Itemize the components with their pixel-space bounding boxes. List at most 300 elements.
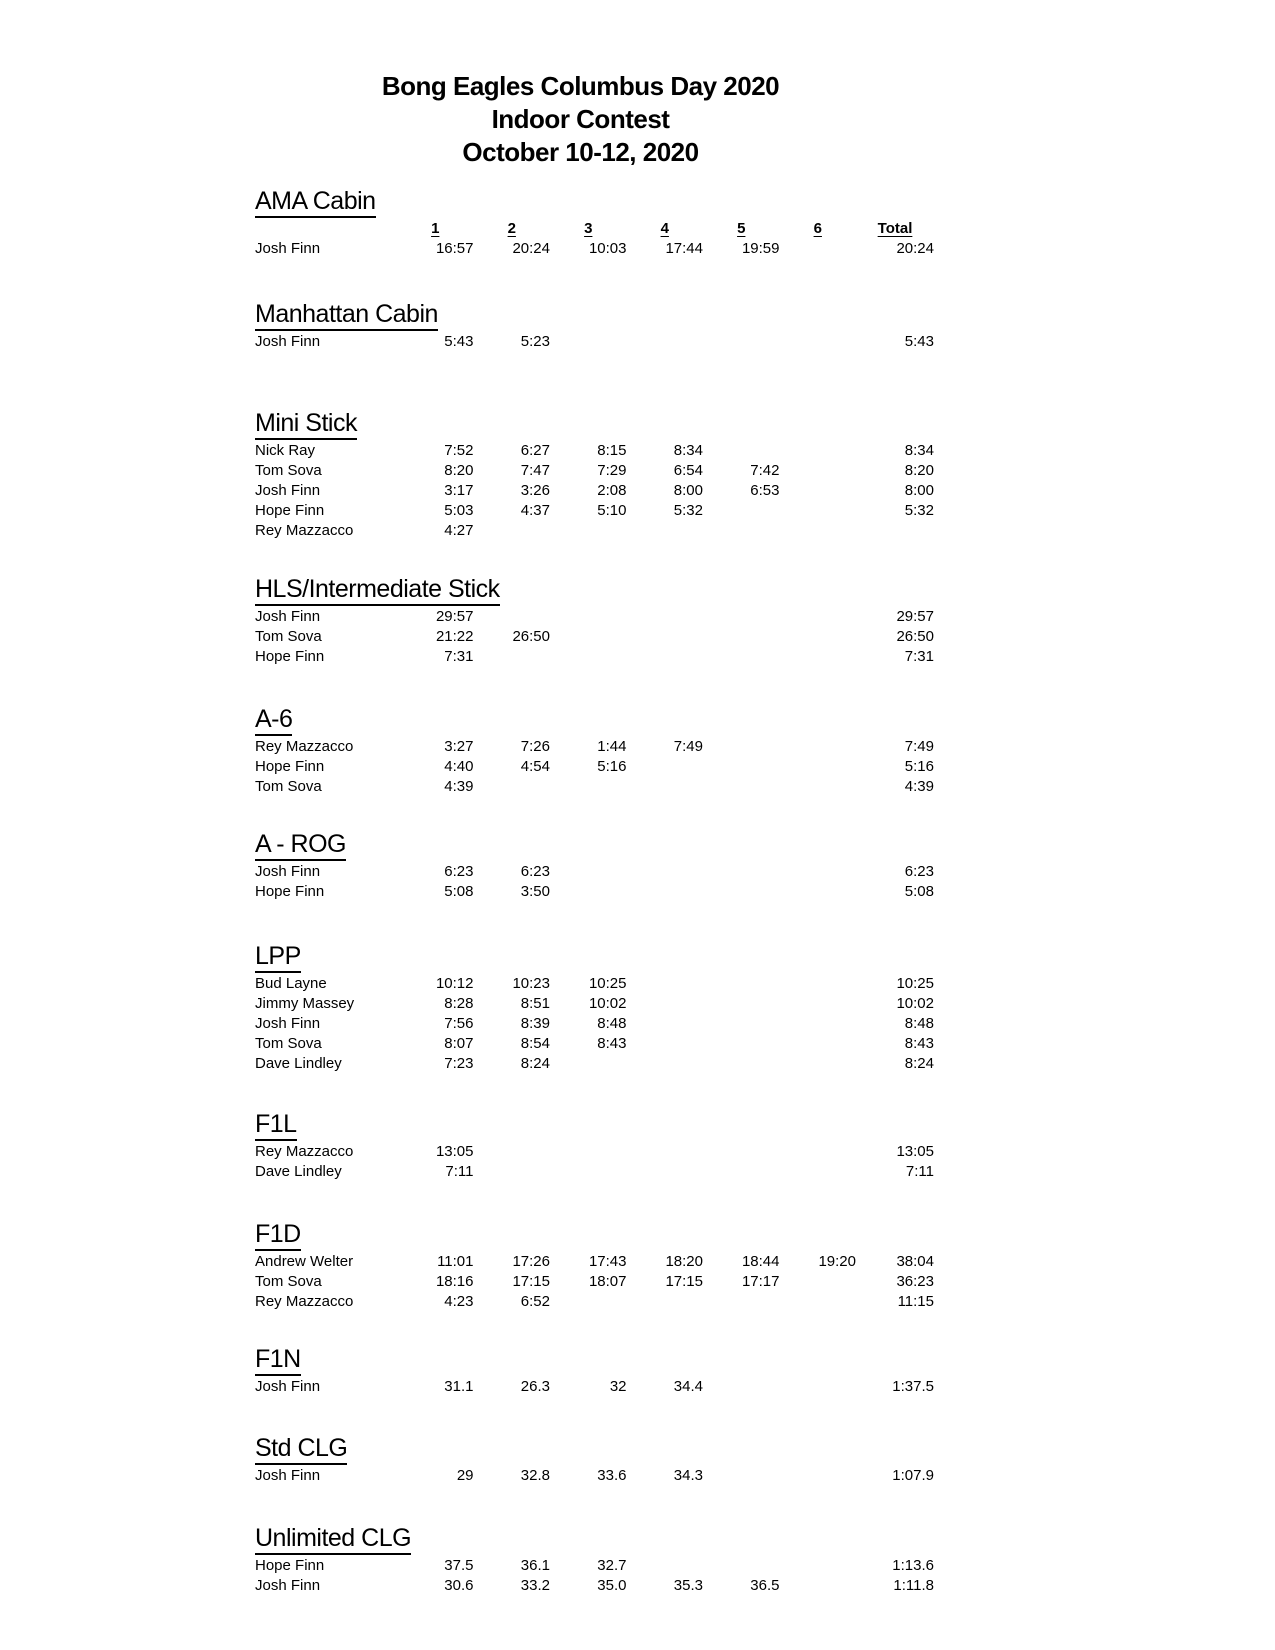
flight-time: 34.4	[673, 1378, 703, 1395]
flight-time: 5:08	[444, 883, 474, 900]
section-manhattan-cabin	[255, 300, 935, 352]
flight-time	[703, 1054, 780, 1074]
flight-time: 3:50	[520, 883, 550, 900]
flight-time: 33.2	[520, 1577, 550, 1594]
results-table	[255, 974, 934, 1074]
section-mini-stick	[255, 409, 935, 541]
flight-time	[627, 1014, 704, 1034]
flight-time	[780, 882, 857, 902]
flight-time	[703, 757, 780, 777]
competitor-name: Josh Finn	[255, 482, 321, 499]
flight-time: 5:32	[673, 502, 703, 519]
flight-time	[780, 1142, 857, 1162]
event-title-text: Manhattan Cabin	[255, 300, 438, 331]
total-time: 1:11.8	[893, 1577, 934, 1594]
flight-time: 17:15	[512, 1273, 550, 1290]
flight-time: 5:23	[520, 333, 550, 350]
flight-time	[550, 521, 627, 541]
flight-time: 7:49	[673, 738, 703, 755]
flight-time	[627, 521, 704, 541]
flight-time	[703, 1466, 780, 1486]
flight-time: 8:15	[597, 442, 627, 459]
competitor-name: Josh Finn	[255, 333, 321, 350]
result-row	[255, 1292, 934, 1312]
result-row	[255, 882, 934, 902]
result-row	[255, 239, 934, 259]
flight-time: 6:54	[673, 462, 703, 479]
competitor-name: Nick Ray	[255, 442, 316, 459]
flight-time: 13:05	[435, 1143, 474, 1160]
results-table-body	[255, 737, 934, 797]
flight-time	[780, 1034, 857, 1054]
flight-time: 10:25	[588, 975, 627, 992]
flight-time	[627, 777, 704, 797]
competitor-name: Josh Finn	[255, 863, 321, 880]
flight-time	[780, 757, 857, 777]
flight-time	[627, 1556, 704, 1576]
competitor-name: Hope Finn	[255, 502, 325, 519]
total-time: 20:24	[896, 240, 934, 257]
results-table-body	[255, 1377, 934, 1397]
flight-time	[780, 1292, 857, 1312]
flight-time	[703, 974, 780, 994]
result-row	[255, 1556, 934, 1576]
round-column-header: 5	[737, 220, 746, 237]
results-table	[255, 219, 934, 259]
round-column-header: 2	[507, 220, 516, 237]
event-title	[255, 1524, 935, 1552]
results-table	[255, 1556, 934, 1596]
result-row	[255, 647, 934, 667]
total-time: 8:48	[904, 1015, 934, 1032]
flight-time	[703, 332, 780, 352]
competitor-name: Tom Sova	[255, 1273, 322, 1290]
flight-time: 33.6	[597, 1467, 627, 1484]
flight-time	[703, 441, 780, 461]
section-unlimited-clg	[255, 1524, 935, 1596]
total-time: 5:08	[904, 883, 934, 900]
event-title	[255, 1110, 935, 1138]
total-time: 8:00	[904, 482, 934, 499]
flight-time	[703, 1556, 780, 1576]
results-table	[255, 737, 934, 797]
event-title	[255, 1345, 935, 1373]
round-column-header: 3	[584, 220, 593, 237]
flight-time	[474, 1142, 551, 1162]
flight-time	[474, 607, 551, 627]
competitor-name: Hope Finn	[255, 648, 325, 665]
flight-time	[703, 647, 780, 667]
competitor-column-header	[255, 219, 397, 239]
flight-time: 8:07	[444, 1035, 474, 1052]
flight-time	[780, 239, 857, 259]
flight-time: 4:23	[444, 1293, 474, 1310]
flight-time: 6:23	[444, 863, 474, 880]
flight-time: 6:27	[520, 442, 550, 459]
flight-time	[703, 994, 780, 1014]
event-title-text: LPP	[255, 942, 301, 973]
flight-time	[550, 607, 627, 627]
result-row	[255, 332, 934, 352]
flight-time: 32	[609, 1378, 627, 1395]
flight-time	[703, 777, 780, 797]
competitor-name: Hope Finn	[255, 758, 325, 775]
flight-time: 5:10	[597, 502, 627, 519]
total-time: 7:31	[904, 648, 934, 665]
result-row	[255, 1252, 934, 1272]
competitor-name: Rey Mazzacco	[255, 1143, 354, 1160]
total-time: 5:16	[904, 758, 934, 775]
total-time: 26:50	[896, 628, 934, 645]
flight-time: 4:39	[444, 778, 474, 795]
flight-time	[550, 627, 627, 647]
flight-time	[780, 737, 857, 757]
result-row	[255, 521, 934, 541]
event-title	[255, 705, 935, 733]
flight-time: 8:48	[597, 1015, 627, 1032]
flight-time: 37.5	[444, 1557, 474, 1574]
competitor-name: Tom Sova	[255, 628, 322, 645]
flight-time	[703, 1142, 780, 1162]
event-title-text: Mini Stick	[255, 409, 357, 440]
flight-time	[474, 777, 551, 797]
flight-time: 5:03	[444, 502, 474, 519]
flight-time: 11:01	[437, 1253, 474, 1270]
event-title	[255, 942, 935, 970]
competitor-name: Dave Lindley	[255, 1055, 342, 1072]
result-row	[255, 737, 934, 757]
results-table-body	[255, 1466, 934, 1486]
flight-time	[703, 1034, 780, 1054]
flight-time: 3:17	[444, 482, 474, 499]
flight-time	[627, 1162, 704, 1182]
results-table	[255, 1377, 934, 1397]
result-row	[255, 1377, 934, 1397]
result-row	[255, 461, 934, 481]
flight-time: 18:44	[741, 1253, 780, 1270]
total-time: 10:25	[896, 975, 934, 992]
flight-time: 20:24	[512, 240, 550, 257]
result-row	[255, 607, 934, 627]
flight-time: 8:39	[520, 1015, 550, 1032]
flight-time	[780, 481, 857, 501]
result-row	[255, 1466, 934, 1486]
flight-time	[627, 974, 704, 994]
event-title	[255, 300, 935, 328]
flight-time	[474, 521, 551, 541]
total-time: 5:43	[904, 333, 934, 350]
total-time: 5:32	[904, 502, 934, 519]
section-hls-intermediate-stick	[255, 575, 935, 667]
flight-time: 36.5	[750, 1577, 780, 1594]
flight-time: 4:27	[444, 522, 474, 539]
flight-time: 16:57	[435, 240, 474, 257]
flight-time: 18:07	[588, 1273, 627, 1290]
flight-time	[550, 1162, 627, 1182]
flight-time: 36.1	[520, 1557, 550, 1574]
flight-time	[703, 737, 780, 757]
flight-time: 26:50	[512, 628, 550, 645]
flight-time: 18:20	[665, 1253, 703, 1270]
flight-time	[780, 974, 857, 994]
flight-time: 8:54	[520, 1035, 550, 1052]
result-row	[255, 1576, 934, 1596]
competitor-name: Dave Lindley	[255, 1163, 342, 1180]
results-table-body	[255, 1142, 934, 1182]
flight-time: 4:40	[444, 758, 474, 775]
section-lpp	[255, 942, 935, 1074]
flight-time: 4:54	[520, 758, 550, 775]
column-header-row	[255, 219, 934, 239]
flight-time: 6:23	[520, 863, 550, 880]
total-time: 6:23	[904, 863, 934, 880]
flight-time: 7:42	[750, 462, 780, 479]
result-row	[255, 974, 934, 994]
flight-time	[780, 521, 857, 541]
event-title	[255, 409, 935, 437]
results-table-body	[255, 607, 934, 667]
total-time: 38:04	[896, 1253, 934, 1270]
result-row	[255, 1054, 934, 1074]
flight-time	[780, 501, 857, 521]
title-line-dates: October 10-12, 2020	[462, 137, 699, 167]
flight-time: 8:51	[520, 995, 550, 1012]
results-table-body	[255, 441, 934, 541]
title-line-type: Indoor Contest	[491, 104, 670, 134]
round-column-header: 4	[660, 220, 669, 237]
total-time: 7:49	[904, 738, 934, 755]
flight-time	[780, 607, 857, 627]
event-title-text: HLS/Intermediate Stick	[255, 575, 500, 606]
flight-time: 32.7	[597, 1557, 627, 1574]
competitor-name: Josh Finn	[255, 240, 321, 257]
event-title	[255, 575, 935, 603]
event-title	[255, 187, 935, 215]
flight-time	[780, 1576, 857, 1596]
total-time: 1:07.9	[892, 1467, 934, 1484]
result-row	[255, 757, 934, 777]
flight-time: 8:43	[597, 1035, 627, 1052]
total-time: 1:37.5	[892, 1378, 934, 1395]
result-row	[255, 862, 934, 882]
competitor-name: Tom Sova	[255, 778, 322, 795]
results-table	[255, 1466, 934, 1486]
flight-time	[627, 1034, 704, 1054]
competitor-name: Josh Finn	[255, 608, 321, 625]
section-a-rog	[255, 830, 935, 902]
competitor-name: Hope Finn	[255, 883, 325, 900]
results-table-body	[255, 974, 934, 1074]
flight-time: 10:03	[588, 240, 627, 257]
total-time: 8:43	[904, 1035, 934, 1052]
flight-time	[550, 777, 627, 797]
flight-time: 3:26	[520, 482, 550, 499]
flight-time	[703, 607, 780, 627]
result-row	[255, 481, 934, 501]
total-time: 29:57	[896, 608, 934, 625]
flight-time: 29	[456, 1467, 474, 1484]
flight-time: 10:12	[435, 975, 474, 992]
total-time: 13:05	[896, 1143, 934, 1160]
flight-time	[780, 627, 857, 647]
flight-time: 8:34	[673, 442, 703, 459]
result-row	[255, 994, 934, 1014]
flight-time	[703, 627, 780, 647]
flight-time	[780, 1272, 857, 1292]
results-table	[255, 1142, 934, 1182]
flight-time	[550, 332, 627, 352]
results-table-body	[255, 239, 934, 259]
flight-time: 10:23	[512, 975, 550, 992]
event-title-text: F1L	[255, 1110, 297, 1141]
flight-time: 19:20	[818, 1253, 856, 1270]
flight-time: 7:26	[520, 738, 550, 755]
flight-time: 7:11	[445, 1163, 474, 1180]
results-table	[255, 332, 934, 352]
flight-time	[550, 1142, 627, 1162]
flight-time	[780, 1466, 857, 1486]
flight-time: 7:31	[444, 648, 474, 665]
flight-time: 8:24	[520, 1055, 550, 1072]
flight-time: 21:22	[435, 628, 474, 645]
flight-time	[550, 882, 627, 902]
flight-time	[703, 1014, 780, 1034]
flight-time: 26.3	[520, 1378, 550, 1395]
flight-time	[474, 647, 551, 667]
competitor-name: Hope Finn	[255, 1557, 325, 1574]
result-row	[255, 441, 934, 461]
total-time: 8:34	[904, 442, 934, 459]
document-title	[241, 70, 920, 169]
results-table-body	[255, 332, 934, 352]
flight-time	[550, 862, 627, 882]
flight-time: 30.6	[444, 1577, 474, 1594]
result-row	[255, 1142, 934, 1162]
flight-time	[627, 994, 704, 1014]
title-line-contest: Bong Eagles Columbus Day 2020	[381, 71, 780, 101]
competitor-name: Jimmy Massey	[255, 995, 355, 1012]
flight-time: 2:08	[597, 482, 627, 499]
flight-time	[703, 521, 780, 541]
competitor-name: Andrew Welter	[255, 1253, 354, 1270]
event-title	[255, 1434, 935, 1462]
flight-time	[780, 777, 857, 797]
flight-time: 32.8	[520, 1467, 550, 1484]
event-title-text: Std CLG	[255, 1434, 347, 1465]
results-table-body	[255, 1556, 934, 1596]
flight-time	[703, 882, 780, 902]
event-title-text: F1N	[255, 1345, 301, 1376]
flight-time	[627, 1142, 704, 1162]
competitor-name: Josh Finn	[255, 1378, 321, 1395]
results-table	[255, 1252, 934, 1312]
flight-time	[627, 1292, 704, 1312]
flight-time: 17:44	[665, 240, 703, 257]
flight-time: 3:27	[444, 738, 474, 755]
flight-time: 5:43	[444, 333, 474, 350]
total-time: 10:02	[896, 995, 934, 1012]
flight-time	[703, 1292, 780, 1312]
flight-time: 6:53	[750, 482, 780, 499]
flight-time	[550, 647, 627, 667]
event-title-text: A-6	[255, 705, 292, 736]
result-row	[255, 1034, 934, 1054]
total-time: 36:23	[896, 1273, 934, 1290]
flight-time: 17:26	[512, 1253, 550, 1270]
flight-time	[627, 862, 704, 882]
flight-time	[780, 1054, 857, 1074]
results-table-head	[255, 219, 934, 239]
competitor-name: Bud Layne	[255, 975, 327, 992]
flight-time: 8:28	[444, 995, 474, 1012]
flight-time	[627, 757, 704, 777]
flight-time: 17:15	[665, 1273, 703, 1290]
flight-time	[780, 461, 857, 481]
event-title-text: AMA Cabin	[255, 187, 376, 218]
competitor-name: Josh Finn	[255, 1577, 321, 1594]
flight-time: 8:00	[673, 482, 703, 499]
flight-time: 35.0	[597, 1577, 627, 1594]
flight-time	[550, 1054, 627, 1074]
total-time: 7:11	[905, 1163, 934, 1180]
flight-time: 7:52	[444, 442, 474, 459]
total-time: 11:15	[897, 1293, 934, 1310]
result-row	[255, 627, 934, 647]
competitor-name: Rey Mazzacco	[255, 522, 354, 539]
section-f1n	[255, 1345, 935, 1397]
flight-time: 4:37	[520, 502, 550, 519]
section-f1l	[255, 1110, 935, 1182]
result-row	[255, 777, 934, 797]
competitor-name: Josh Finn	[255, 1015, 321, 1032]
flight-time	[703, 1377, 780, 1397]
flight-time: 5:16	[597, 758, 627, 775]
result-row	[255, 1162, 934, 1182]
flight-time: 35.3	[673, 1577, 703, 1594]
results-table-body	[255, 1252, 934, 1312]
flight-time: 8:20	[444, 462, 474, 479]
total-time: 8:24	[904, 1055, 934, 1072]
event-title-text: F1D	[255, 1220, 301, 1251]
flight-time	[703, 862, 780, 882]
results-table	[255, 862, 934, 902]
flight-time	[780, 994, 857, 1014]
result-row	[255, 1272, 934, 1292]
flight-time: 34.3	[673, 1467, 703, 1484]
flight-time	[627, 607, 704, 627]
flight-time	[780, 1162, 857, 1182]
flight-time	[780, 332, 857, 352]
flight-time: 10:02	[588, 995, 627, 1012]
flight-time	[627, 647, 704, 667]
results-table	[255, 607, 934, 667]
competitor-name: Tom Sova	[255, 462, 322, 479]
section-std-clg	[255, 1434, 935, 1486]
competitor-name: Rey Mazzacco	[255, 738, 354, 755]
flight-time: 19:59	[741, 240, 780, 257]
flight-time: 6:52	[520, 1293, 550, 1310]
event-title	[255, 1220, 935, 1248]
section-ama-cabin	[255, 187, 935, 259]
flight-time	[627, 1054, 704, 1074]
competitor-name: Josh Finn	[255, 1467, 321, 1484]
competitor-name: Tom Sova	[255, 1035, 322, 1052]
flight-time: 29:57	[435, 608, 474, 625]
total-time	[856, 521, 934, 541]
flight-time	[627, 627, 704, 647]
flight-time: 18:16	[435, 1273, 474, 1290]
result-row	[255, 501, 934, 521]
